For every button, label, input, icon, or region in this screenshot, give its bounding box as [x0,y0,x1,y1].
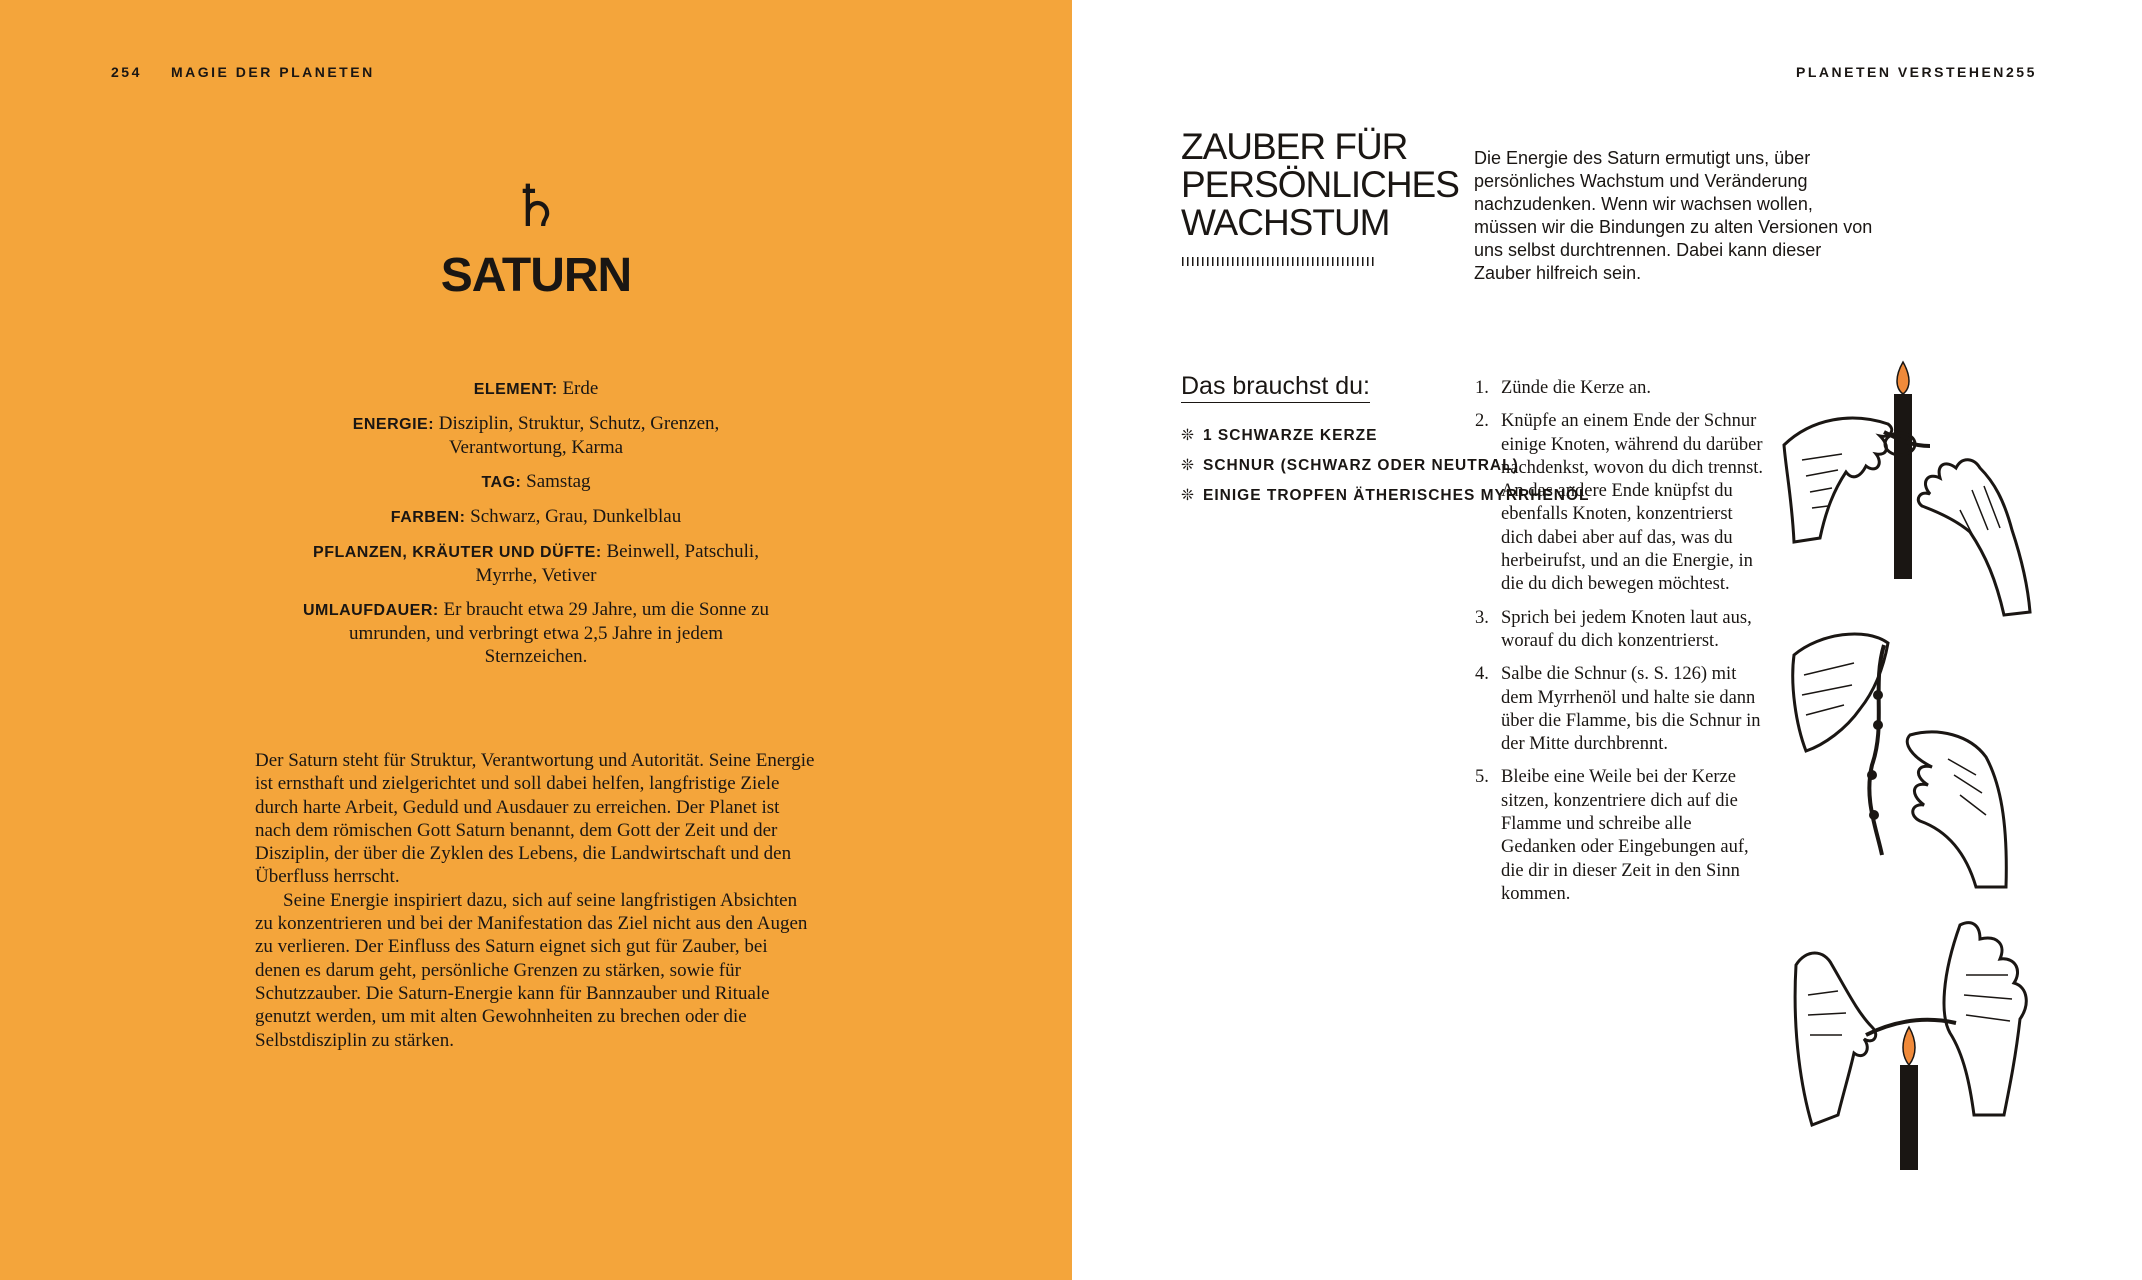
candle-icon [1894,362,1912,579]
spell-intro: Die Energie des Saturn ermutigt uns, über persönliches Wachstum und Veränderung nachzudenken. Wenn wir wachsen wollen, müssen wir die Bindungen zu alten Versionen von uns selbst durchtrennen. Dabei kann dieser Zauber hilfreich sein. [1474,148,1873,283]
right-page-number: 255 [2006,64,2037,80]
fact-value: Disziplin, Struktur, Schutz, Grenzen, Verantwortung, Karma [438,413,720,458]
step-number: 2. [1475,411,1489,432]
steps-list [1475,377,1765,916]
supplies-heading: Das brauchst du: [1181,372,1370,403]
supply-text: EINIGE TROPFEN ÄTHERISCHES MYRRHENÖL [1203,487,1590,504]
step-text: Zünde die Kerze an. [1501,378,1651,398]
step-text: Sprich bei jedem Knoten laut aus, worauf du dich konzentrierst. [1501,607,1752,651]
illustration-burning-cord [1780,915,2050,1180]
fact-item [296,540,776,587]
step-text: Salbe die Schnur (s. S. 126) mit dem Myrrhenöl und halte sie dann über die Flamme, bis die Schnur in der Mitte durchbrennt. [1501,664,1761,755]
step-item [1475,766,1765,906]
illustration-knotting-hands [1772,360,2042,630]
left-hand-icon [1795,953,1876,1125]
left-running-title: MAGIE DER PLANETEN [171,64,375,80]
fact-value: Beinwell, Patschuli, Myrrhe, Vetiver [475,541,759,586]
saturn-symbol-icon: ♄ [510,174,562,239]
fact-item [296,412,776,459]
fact-label: TAG: [481,474,522,491]
asterisk-star-icon: ❊ [1181,427,1195,444]
spell-title-line: PERSÖNLICHES [1181,164,1459,205]
right-running-title: PLANETEN VERSTEHEN [1796,64,2006,80]
candle-icon [1900,1027,1918,1170]
spell-title-line: WACHSTUM [1181,202,1390,243]
title-decorative-rule [1182,257,1374,266]
fact-label: UMLAUFDAUER: [302,602,439,619]
fact-value: Erde [562,378,599,399]
step-item [1475,410,1765,596]
fact-label: PFLANZEN, KRÄUTER UND DÜFTE: [313,544,602,561]
description-paragraph: Seine Energie inspiriert dazu, sich auf seine langfristigen Absichten zu konzentrieren und bei der Manifestation das Ziel nicht aus den Augen zu verlieren. Der Einfluss des Saturn eignet sich gut für Zauber, bei denen es darum geht, persönliche Grenzen zu stärken, sowie für Schutzzauber. Die Saturn-Energie kann für Bannzauber und Rituale genutzt werden, um mit alten Gewohnheiten zu brechen oder die Selbstdisziplin zu stärken. [255,889,808,1051]
fact-label: ENERGIE: [352,416,435,433]
step-item [1475,663,1765,756]
supply-text: 1 SCHWARZE KERZE [1203,427,1378,444]
fact-item [296,598,776,668]
planet-facts [296,377,776,679]
step-number: 5. [1475,767,1489,788]
asterisk-star-icon: ❊ [1181,487,1195,504]
step-text: Bleibe eine Weile bei der Kerze sitzen, konzentriere dich auf die Flamme und schreibe alle Gedanken oder Eingebungen auf, die dir in dieser Zeit in den Sinn kommen. [1501,767,1749,904]
fact-value: Samstag [526,471,591,492]
illustration-cord-hands [1780,625,2020,895]
step-item [1475,607,1765,654]
fact-item [296,377,776,401]
asterisk-star-icon: ❊ [1181,457,1195,474]
description-paragraph: Der Saturn steht für Struktur, Verantwortung und Autorität. Seine Energie ist ernsthaft und zielgerichtet und soll dabei helfen, langfristige Ziele durch harte Arbeit, Geduld und Ausdauer zu erreichen. Der Planet ist nach dem römischen Gott Saturn benannt, dem Gott der Zeit und der Disziplin, der über die Zyklen des Lebens, die Landwirtschaft und den Überfluss herrscht. [255,750,815,888]
spell-title-line: ZAUBER FÜR [1181,126,1408,167]
lower-hand-icon [1907,732,2006,887]
fact-label: ELEMENT: [473,381,558,398]
fact-item [296,505,776,529]
spell-title [1181,128,1459,242]
fact-label: FARBEN: [390,509,466,526]
supply-text: SCHNUR (SCHWARZ ODER NEUTRAL) [1203,457,1519,474]
left-hand-icon [1784,418,1892,542]
right-hand-icon [1944,923,2026,1115]
planet-description [255,749,815,1052]
step-item [1475,377,1765,400]
step-number: 1. [1475,378,1489,398]
planet-title: SATURN [440,249,632,302]
fact-value: Er braucht etwa 29 Jahre, um die Sonne zu umrunden, und verbringt etwa 2,5 Jahre in jedem Sternzeichen. [348,599,770,667]
fact-value: Schwarz, Grau, Dunkelblau [470,506,682,527]
step-text: Knüpfe an einem Ende der Schnur einige Knoten, während du darüber nachdenkst, wovon du dich trennst. An das andere Ende knüpfst du ebenfalls Knoten, konzentrierst dich dabei aber auf das, was du herbeirufst, und an die Energie, in die du dich bewegen möchtest. [1501,411,1764,595]
step-number: 3. [1475,607,1489,628]
left-page-number: 254 [111,64,142,80]
fact-item [296,470,776,494]
right-hand-icon [1918,460,2030,615]
step-number: 4. [1475,664,1489,685]
